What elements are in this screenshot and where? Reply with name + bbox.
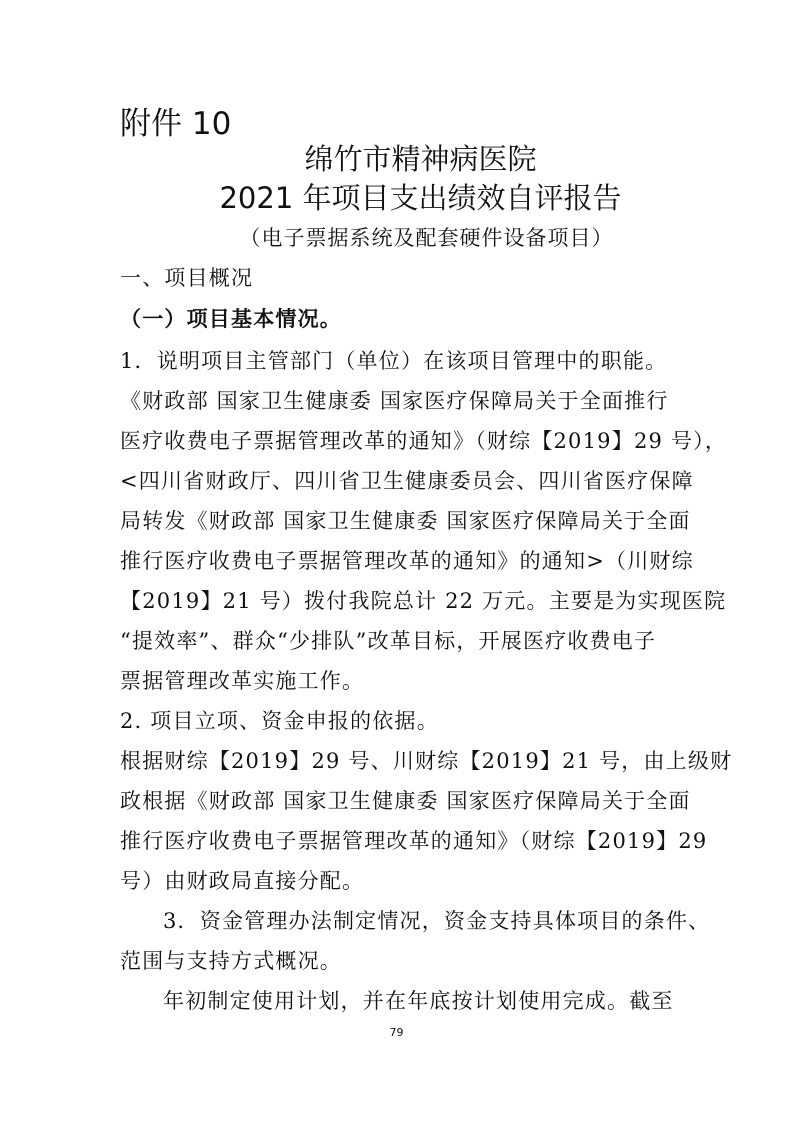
section-heading: 一、项目概况 [120, 266, 254, 290]
body-line: <四川省财政厅、四川省卫生健康委员会、四川省医疗保障 [120, 469, 694, 493]
item-heading: 3．资金管理办法制定情况，资金支持具体项目的条件、 [163, 909, 711, 933]
page-number: 79 [389, 1026, 404, 1039]
body-line: 票据管理改革实施工作。 [120, 669, 365, 693]
subsection-heading: （一）项目基本情况。 [120, 306, 342, 331]
item-heading: 1．说明项目主管部门（单位）在该项目管理中的职能。 [120, 349, 668, 373]
body-line: 根据财综【2019】29 号、川财综【2019】21 号，由上级财 [120, 749, 733, 773]
body-line: 推行医疗收费电子票据管理改革的通知》的通知>（川财综 [120, 549, 694, 573]
body-line: 局转发《财政部 国家卫生健康委 国家医疗保障局关于全面 [120, 509, 691, 533]
body-line: 范围与支持方式概况。 [120, 949, 342, 973]
body-line: 【2019】21 号）拨付我院总计 22 万元。主要是为实现医院 [120, 589, 727, 613]
body-line: 推行医疗收费电子票据管理改革的通知》（财综【2019】29 [120, 829, 708, 853]
body-line: 医疗收费电子票据管理改革的通知》（财综【2019】29 号）， [120, 429, 728, 453]
body-line: “提效率”、群众“少排队”改革目标，开展医疗收费电子 [120, 629, 657, 653]
body-line: 政根据《财政部 国家卫生健康委 国家医疗保障局关于全面 [120, 789, 691, 813]
body-line: 年初制定使用计划，并在年底按计划使用完成。截至 [163, 989, 674, 1013]
document-subtitle: （电子票据系统及配套硬件设备项目） [239, 226, 614, 250]
body-line: 号）由财政局直接分配。 [120, 869, 365, 893]
item-heading: 2. 项目立项、资金申报的依据。 [120, 709, 439, 733]
document-title-line1: 绵竹市精神病医院 [304, 142, 537, 176]
document-title-line2: 2021 年项目支出绩效自评报告 [219, 181, 622, 215]
body-line: 《财政部 国家卫生健康委 国家医疗保障局关于全面推行 [120, 389, 669, 413]
attachment-label: 附件 10 [120, 106, 232, 142]
